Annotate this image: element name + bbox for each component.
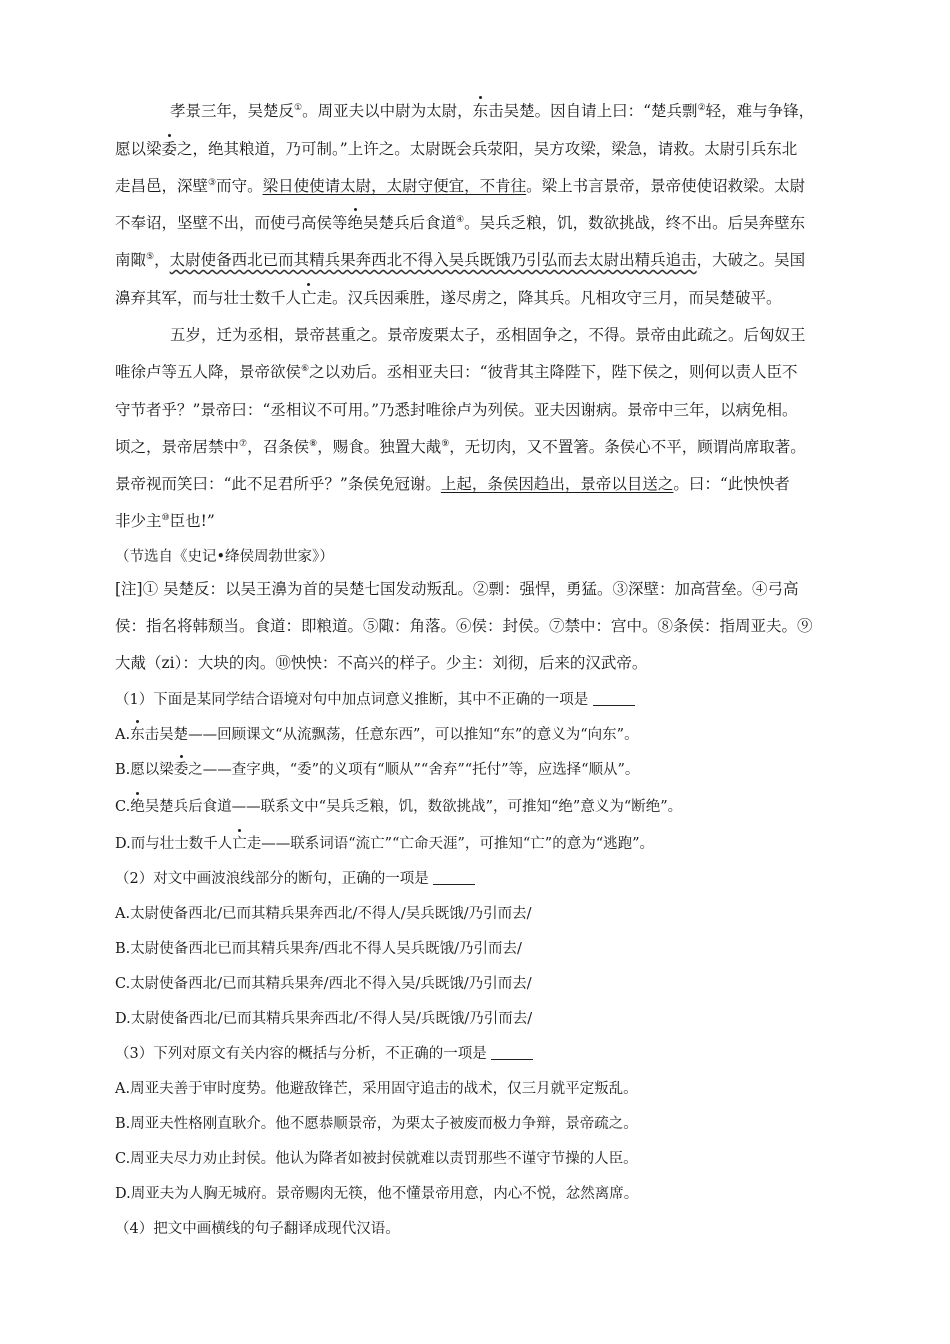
notes-line-2: 侯：指名将韩颓当。食道：即粮道。⑤陬：角落。⑥侯：封侯。⑦禁中：宫中。⑧条侯：指周亚夫。⑨ bbox=[115, 617, 813, 635]
passage-p1-line-6 bbox=[115, 287, 875, 309]
notes-line-3: 大胾（zi）：大块的肉。⑩怏怏：不高兴的样子。少主：刘彻，后来的汉武帝。 bbox=[115, 654, 648, 672]
note-marker: ⑦ bbox=[239, 438, 248, 449]
text-run: 吴楚兵后食道 bbox=[363, 214, 457, 232]
dotted-word: 绝 bbox=[130, 796, 145, 818]
note-marker: ⑥ bbox=[301, 363, 310, 374]
underlined-sentence-2: 上起，条侯因趋出，景帝以目送之 bbox=[440, 475, 674, 493]
answer-blank[interactable] bbox=[491, 1045, 533, 1060]
q4-stem: （4）把文中画横线的句子翻译成现代汉语。 bbox=[115, 1221, 400, 1237]
text-run: 顷之，景帝居禁中 bbox=[115, 438, 240, 456]
text-run: 击吴楚。因自请上曰：“楚兵剽 bbox=[488, 102, 698, 120]
dotted-word: 委 bbox=[174, 759, 189, 781]
text-run: 。曰：“此怏怏者 bbox=[673, 475, 790, 493]
text-run: 走昌邑，深壁 bbox=[115, 177, 209, 195]
option-text: A. bbox=[115, 727, 131, 743]
text-run: 孝景三年，吴楚反 bbox=[170, 102, 295, 120]
text-run: ，召条侯 bbox=[247, 438, 310, 456]
q2-option-a: A.太尉使备西北/已而其精兵果奔西北/不得人/吴兵既饿/乃引而去/ bbox=[115, 906, 532, 922]
passage-p2-line-4 bbox=[115, 436, 875, 458]
passage-p1-line-4 bbox=[115, 212, 875, 234]
option-text: D.而与壮士数千人 bbox=[115, 836, 233, 852]
text-run: 景帝视而笑曰：“此不足君所乎？”条侯免冠谢。 bbox=[115, 475, 441, 493]
option-text: 吴楚兵后食道——联系文中“吴兵乏粮，饥，数欲挑战”，可推知“绝”意义为“断绝”。 bbox=[144, 799, 683, 815]
passage-p1-line-1 bbox=[170, 100, 875, 122]
source-citation: （节选自《史记•绛侯周勃世家》） bbox=[115, 549, 334, 565]
q2-stem bbox=[115, 868, 875, 890]
text-run: 濞弃其军，而与壮士数千人 bbox=[115, 289, 302, 307]
text-run: 轻，难与争锋， bbox=[705, 102, 815, 120]
text-run: 唯徐卢等五人降，景帝欲侯 bbox=[115, 363, 302, 381]
text-run: ， bbox=[154, 251, 170, 269]
text-run: ，大破之。吴国 bbox=[696, 251, 806, 269]
q1-option-b bbox=[115, 759, 875, 781]
q2-option-b: B.太尉使备西北已而其精兵果奔/西北不得人吴兵既饿/乃引而去/ bbox=[115, 941, 522, 957]
note-marker: ⑩ bbox=[161, 512, 170, 523]
dotted-word: 绝 bbox=[347, 214, 364, 232]
q3-option-b: B.周亚夫性格刚直耿介。他不愿恭顺景帝，为栗太子被废而极力争辩，景帝疏之。 bbox=[115, 1116, 638, 1132]
option-text: 走——联系词语“流亡”“亡命天涯”，可推知“亡”的意为“逃跑”。 bbox=[246, 836, 655, 852]
text-run: 南陬 bbox=[115, 251, 147, 269]
text-run: 。周亚夫以中尉为太尉， bbox=[302, 102, 473, 120]
text-run: 五岁，迁为丞相，景帝甚重之。景帝废栗太子，丞相固争之，不得。景帝由此疏之。后匈奴王 bbox=[170, 326, 806, 344]
note-marker: ③ bbox=[208, 177, 217, 188]
option-text: 击吴楚——回顾课文“从流飘荡，任意东西”，可以推知“东”的意义为“向东”。 bbox=[144, 727, 639, 743]
answer-blank[interactable] bbox=[433, 870, 475, 885]
q2-option-d: D.太尉使备西北/已而其精兵果奔西北/不得人吴/兵既饿/乃引而去/ bbox=[115, 1011, 533, 1027]
passage-p1-line-5 bbox=[115, 249, 875, 271]
option-text: B.愿以梁 bbox=[115, 762, 174, 778]
q3-option-d: D.周亚夫为人胸无城府。景帝赐肉无筷，他不懂景帝用意，内心不悦，忿然离席。 bbox=[115, 1186, 639, 1202]
note-marker: ⑤ bbox=[146, 251, 155, 262]
text-run: 不奉诏，坚壁不出，而使弓高侯等 bbox=[115, 214, 348, 232]
text-run: 。梁上书言景帝，景帝使使诏救梁。太尉 bbox=[526, 177, 806, 195]
answer-blank[interactable] bbox=[593, 691, 635, 706]
text-run: 非少主 bbox=[115, 512, 162, 530]
text-run: 而守。 bbox=[216, 177, 263, 195]
dotted-word: 委 bbox=[161, 140, 178, 158]
question-text: （2）对文中画波浪线部分的断句，正确的一项是 bbox=[115, 871, 429, 887]
passage-p2-line-1 bbox=[170, 324, 875, 346]
dotted-word: 东 bbox=[472, 102, 489, 120]
passage-p2-line-6 bbox=[115, 510, 875, 532]
text-run: 臣也!” bbox=[169, 512, 215, 530]
q3-option-a: A.周亚夫善于审时度势。他避敌锋芒，采用固守追击的战术，仅三月就平定叛乱。 bbox=[115, 1081, 638, 1097]
note-marker: ② bbox=[697, 102, 706, 113]
passage-p1-line-3 bbox=[115, 175, 875, 197]
q2-option-c: C.太尉使备西北/已而其精兵果奔/西北不得入吴/兵既饿/乃引而去/ bbox=[115, 976, 532, 992]
text-run: 愿以梁 bbox=[115, 140, 162, 158]
passage-p2-line-2 bbox=[115, 361, 875, 383]
q1-option-c bbox=[115, 796, 875, 818]
q1-stem bbox=[115, 689, 875, 711]
question-text: （1）下面是某同学结合语境对句中加点词意义推断，其中不正确的一项是 bbox=[115, 692, 589, 708]
option-text: C. bbox=[115, 799, 131, 815]
text-run: ，无切肉，又不置箸。条侯心不平，顾谓尚席取著。 bbox=[449, 438, 806, 456]
q1-option-a bbox=[115, 724, 875, 746]
question-text: （3）下列对原文有关内容的概括与分析，不正确的一项是 bbox=[115, 1046, 487, 1062]
passage-p1-line-2 bbox=[115, 138, 875, 160]
dotted-word: 亡 bbox=[301, 289, 317, 307]
option-text: 之——查字典，“委”的义项有“顺从”“舍弃”“托付”等，应选择“顺从”。 bbox=[188, 762, 640, 778]
passage-p2-line-5 bbox=[115, 473, 875, 495]
text-run: 守节者乎？”景帝曰：“丞相议不可用。”乃悉封唯徐卢为列侯。亚夫因谢病。景帝中三年，以病免相。 bbox=[115, 401, 798, 419]
notes-line-1: [注]① 吴楚反：以吴王濞为首的吴楚七国发动叛乱。②剽：强悍，勇猛。③深壁：加高营垒。④弓高 bbox=[115, 580, 799, 598]
note-marker: ⑧ bbox=[309, 438, 318, 449]
q3-stem bbox=[115, 1043, 875, 1065]
underlined-sentence-1: 梁日使使请太尉，太尉守便宜，不肯往 bbox=[262, 177, 527, 195]
wavy-underlined-passage: 太尉使备西北已而其精兵果奔西北不得入吴兵既饿乃引弘而去太尉出精兵追击 bbox=[169, 251, 697, 269]
text-run: 之以劝后。丞相亚夫曰：“彼背其主降陛下，陛下侯之，则何以责人臣不 bbox=[309, 363, 798, 381]
note-marker: ① bbox=[294, 102, 303, 113]
text-run: 走。汉兵因乘胜，遂尽虏之，降其兵。凡相攻守三月，而吴楚破平。 bbox=[316, 289, 782, 307]
passage-p2-line-3 bbox=[115, 399, 875, 421]
text-run: 之，绝其粮道，乃可制。”上许之。太尉既会兵荥阳，吴方攻梁，梁急，请救。太尉引兵东北 bbox=[177, 140, 798, 158]
note-marker: ⑨ bbox=[441, 438, 450, 449]
note-marker: ④ bbox=[456, 214, 465, 225]
dotted-word: 东 bbox=[130, 724, 145, 746]
dotted-word: 亡 bbox=[232, 833, 247, 855]
q3-option-c: C.周亚夫尽力劝止封侯。他认为降者如被封侯就难以责罚那些不谨守节操的人臣。 bbox=[115, 1151, 638, 1167]
text-run: ，赐食。独置大胾 bbox=[317, 438, 442, 456]
q1-option-d bbox=[115, 833, 875, 855]
text-run: 。吴兵乏粮，饥，数欲挑战，终不出。后吴奔壁东 bbox=[464, 214, 806, 232]
